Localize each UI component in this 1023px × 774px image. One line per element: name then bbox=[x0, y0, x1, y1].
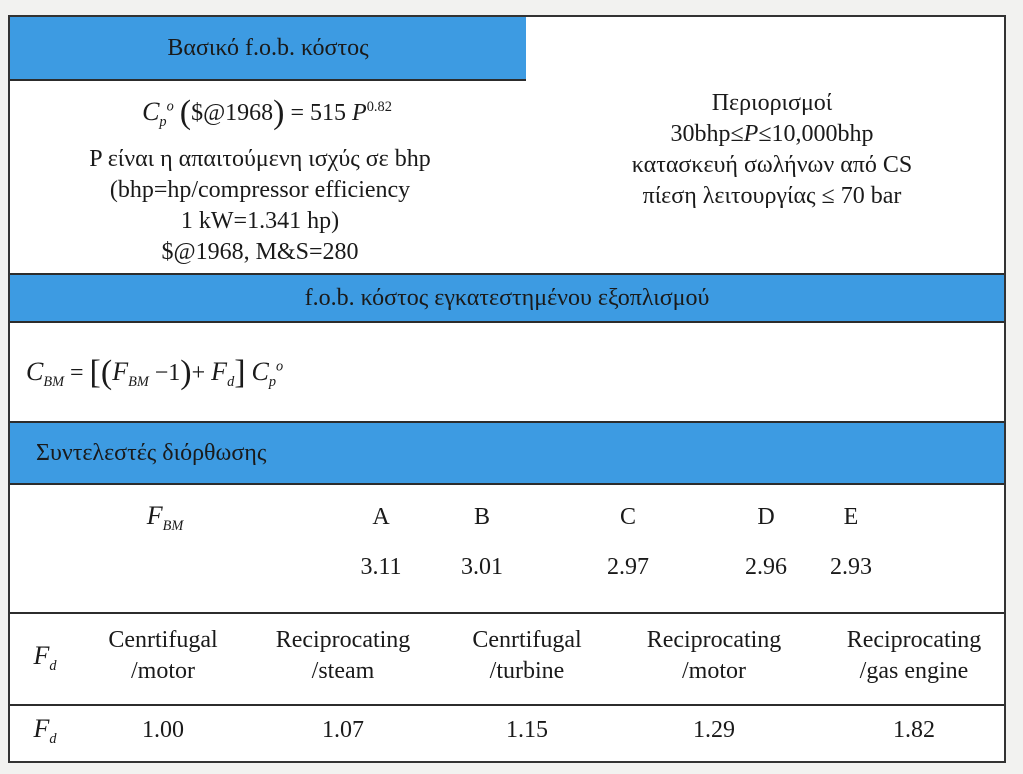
fd-types-row-label: $F_d$ bbox=[33, 641, 57, 675]
fd-type-3: Cenrtifugal /turbine bbox=[472, 627, 582, 684]
note-line-3: 1 kW=1.341 hp) bbox=[180, 208, 340, 234]
fd-type-2: Reciprocating /steam bbox=[275, 627, 411, 684]
limits-material: κατασκευή σωλήνων από CS bbox=[631, 152, 913, 178]
fd-values-row-label: $F_d$ bbox=[33, 714, 57, 748]
fbm-header-d: D bbox=[757, 504, 775, 530]
basic-cost-title: Βασικό f.o.b. κόστος bbox=[167, 34, 369, 61]
fbm-value-c: 2.97 bbox=[607, 554, 649, 580]
fbm-row-label: $F_{BM}$ bbox=[146, 501, 184, 535]
basic-cost-formula: $C_p^o$ ($@1968) = 515 $P^{0.82}$ bbox=[142, 94, 392, 131]
fbm-header-b: B bbox=[473, 504, 491, 530]
fd-value-1: 1.00 bbox=[142, 717, 184, 743]
fbm-value-d: 2.96 bbox=[745, 554, 787, 580]
fd-value-4: 1.29 bbox=[693, 717, 735, 743]
installed-cost-title: f.o.b. κόστος εγκατεστημένου εξοπλισμού bbox=[304, 284, 710, 311]
basic-cost-header bbox=[10, 17, 526, 81]
fbm-header-c: C bbox=[619, 504, 637, 530]
installed-cost-header bbox=[10, 273, 1004, 323]
limits-title: Περιορισμοί bbox=[711, 90, 833, 116]
fd-value-3: 1.15 bbox=[506, 717, 548, 743]
installed-cost-formula: $C_{BM} = [(F_{BM} -1)+ F_d]$ $C_p^o$ bbox=[26, 354, 284, 391]
fbm-value-b: 3.01 bbox=[461, 554, 503, 580]
limits-pressure: πίεση λειτουργίας ≤ 70 bar bbox=[642, 183, 902, 209]
fd-table-top-rule bbox=[10, 612, 1004, 614]
fd-type-1: Cenrtifugal /motor bbox=[108, 627, 218, 684]
correction-title: Συντελεστές διόρθωσης bbox=[36, 439, 267, 466]
limits-block bbox=[632, 88, 912, 212]
fbm-header-e: E bbox=[843, 504, 859, 530]
note-line-4: $@1968, M&S=280 bbox=[161, 239, 359, 265]
fbm-value-a: 3.11 bbox=[360, 554, 402, 580]
fbm-value-e: 2.93 bbox=[830, 554, 872, 580]
fd-value-2: 1.07 bbox=[322, 717, 364, 743]
fd-value-5: 1.82 bbox=[893, 717, 935, 743]
correction-header bbox=[10, 421, 1004, 485]
note-line-1: P είναι η απαιτούμενη ισχύς σε bhp bbox=[89, 146, 431, 172]
limits-range: 30bhp≤P≤10,000bhp bbox=[670, 121, 874, 147]
fbm-header-a: A bbox=[372, 504, 390, 530]
fd-type-5: Reciprocating /gas engine bbox=[846, 627, 982, 684]
note-line-2: (bhp=hp/compressor efficiency bbox=[109, 177, 411, 203]
fd-type-4: Reciprocating /motor bbox=[646, 627, 782, 684]
basic-cost-notes bbox=[89, 144, 430, 268]
fd-values-rule bbox=[10, 704, 1004, 706]
